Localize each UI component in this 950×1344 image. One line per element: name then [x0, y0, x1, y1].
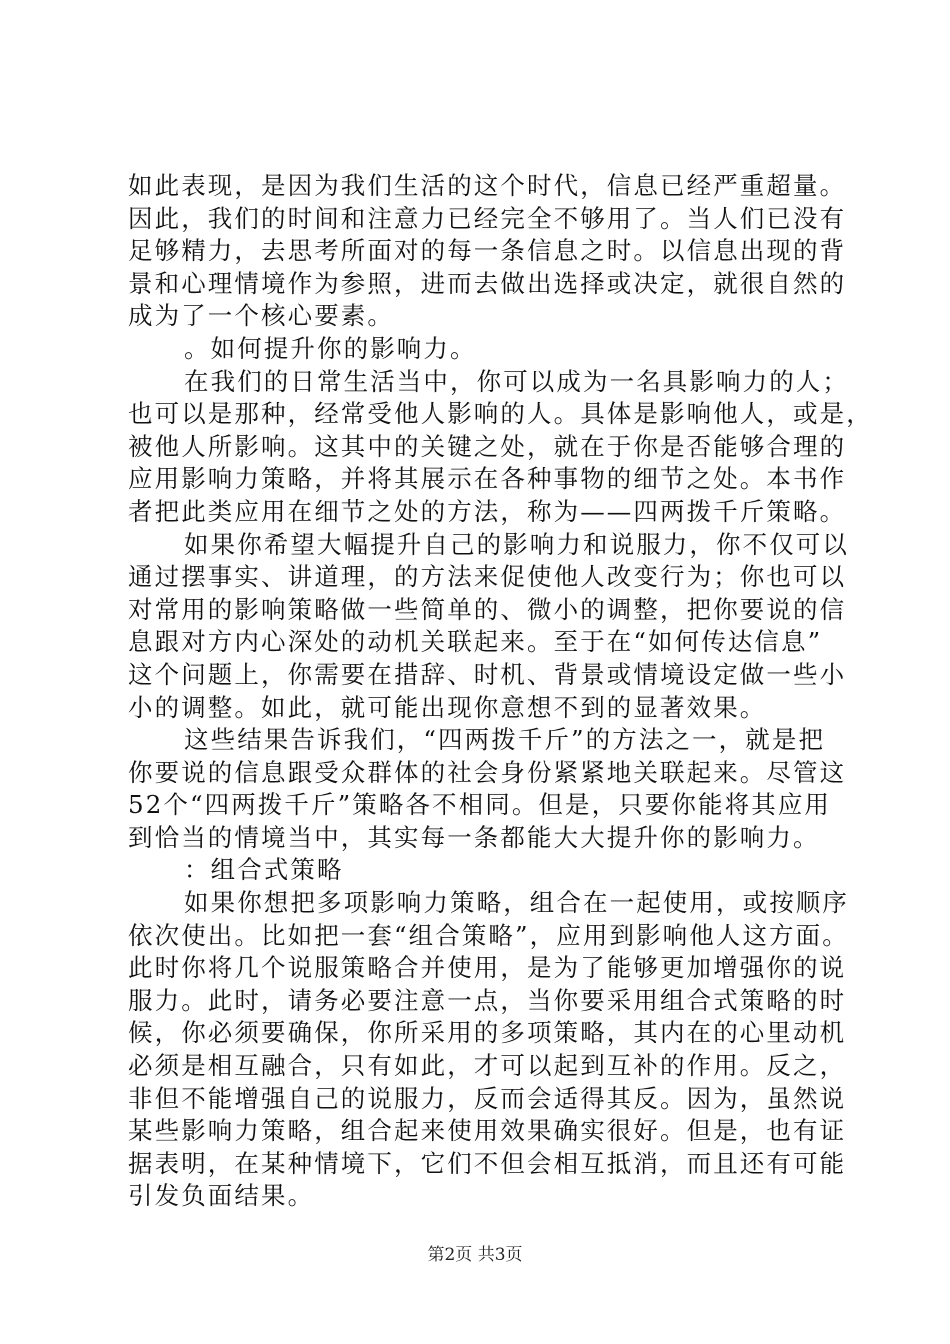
text-line: 52个“四两拨千斤”策略各不相同。但是，只要你能将其应用 — [128, 790, 832, 820]
text-line: 引发负面结果。 — [128, 1181, 315, 1211]
text-line: 这些结果告诉我们，“四两拨千斤”的方法之一，就是把 — [184, 725, 826, 755]
text-line: 足够精力，去思考所面对的每一条信息之时。以信息出现的背 — [128, 236, 847, 266]
text-line: 某些影响力策略，组合起来使用效果确实很好。但是，也有证 — [128, 1116, 847, 1146]
text-line: 者把此类应用在细节之处的方法，称为——四两拨千斤策略。 — [128, 496, 847, 526]
text-line: 如此表现，是因为我们生活的这个时代，信息已经严重超量。 — [128, 171, 847, 200]
text-line: 这个问题上，你需要在措辞、时机、背景或情境设定做一些小 — [128, 659, 847, 689]
text-line: 你要说的信息跟受众群体的社会身份紧紧地关联起来。尽管这 — [128, 757, 847, 787]
page-footer: 第2页 共3页 — [427, 1245, 523, 1265]
text-line: 应用影响力策略，并将其展示在各种事物的细节之处。本书作 — [128, 464, 847, 494]
text-line: 息跟对方内心深处的动机关联起来。至于在“如何传达信息” — [128, 627, 823, 657]
text-line: 对常用的影响策略做一些简单的、微小的调整，把你要说的信 — [128, 594, 847, 624]
text-line: 候，你必须要确保，你所采用的多项策略，其内在的心里动机 — [128, 1018, 847, 1048]
text-line: 也可以是那种，经常受他人影响的人。具体是影响他人，或是， — [128, 399, 873, 429]
section-heading: ：组合式策略 — [184, 855, 344, 885]
text-line: 小的调整。如此，就可能出现你意想不到的显著效果。 — [128, 692, 767, 722]
text-line: 景和心理情境作为参照，进而去做出选择或决定，就很自然的 — [128, 268, 847, 298]
text-line: 非但不能增强自己的说服力，反而会适得其反。因为，虽然说 — [128, 1083, 847, 1113]
text-line: 如果你希望大幅提升自己的影响力和说服力，你不仅可以 — [184, 529, 849, 559]
text-line: 因此，我们的时间和注意力已经完全不够用了。当人们已没有 — [128, 203, 847, 233]
text-line: 据表明，在某种情境下，它们不但会相互抵消，而且还有可能 — [128, 1148, 847, 1178]
body-text — [128, 170, 873, 1213]
text-line: 必须是相互融合，只有如此，才可以起到互补的作用。反之， — [128, 1051, 847, 1081]
text-line: 成为了一个核心要素。 — [128, 301, 394, 331]
text-line: 服力。此时，请务必要注意一点，当你要采用组合式策略的时 — [128, 985, 847, 1015]
text-line: 如果你想把多项影响力策略，组合在一起使用，或按顺序 — [184, 888, 849, 918]
text-line: 此时你将几个说服策略合并使用，是为了能够更加增强你的说 — [128, 953, 847, 983]
text-line: 在我们的日常生活当中，你可以成为一名具影响力的人； — [184, 366, 849, 396]
text-line: 依次使出。比如把一套“组合策略”，应用到影响他人这方面。 — [128, 920, 849, 950]
section-heading: 。如何提升你的影响力。 — [184, 333, 477, 363]
text-line: 通过摆事实、讲道理，的方法来促使他人改变行为；你也可以 — [128, 562, 847, 592]
text-line: 到恰当的情境当中，其实每一条都能大大提升你的影响力。 — [128, 822, 820, 852]
text-line: 被他人所影响。这其中的关键之处，就在于你是否能够合理的 — [128, 431, 847, 461]
